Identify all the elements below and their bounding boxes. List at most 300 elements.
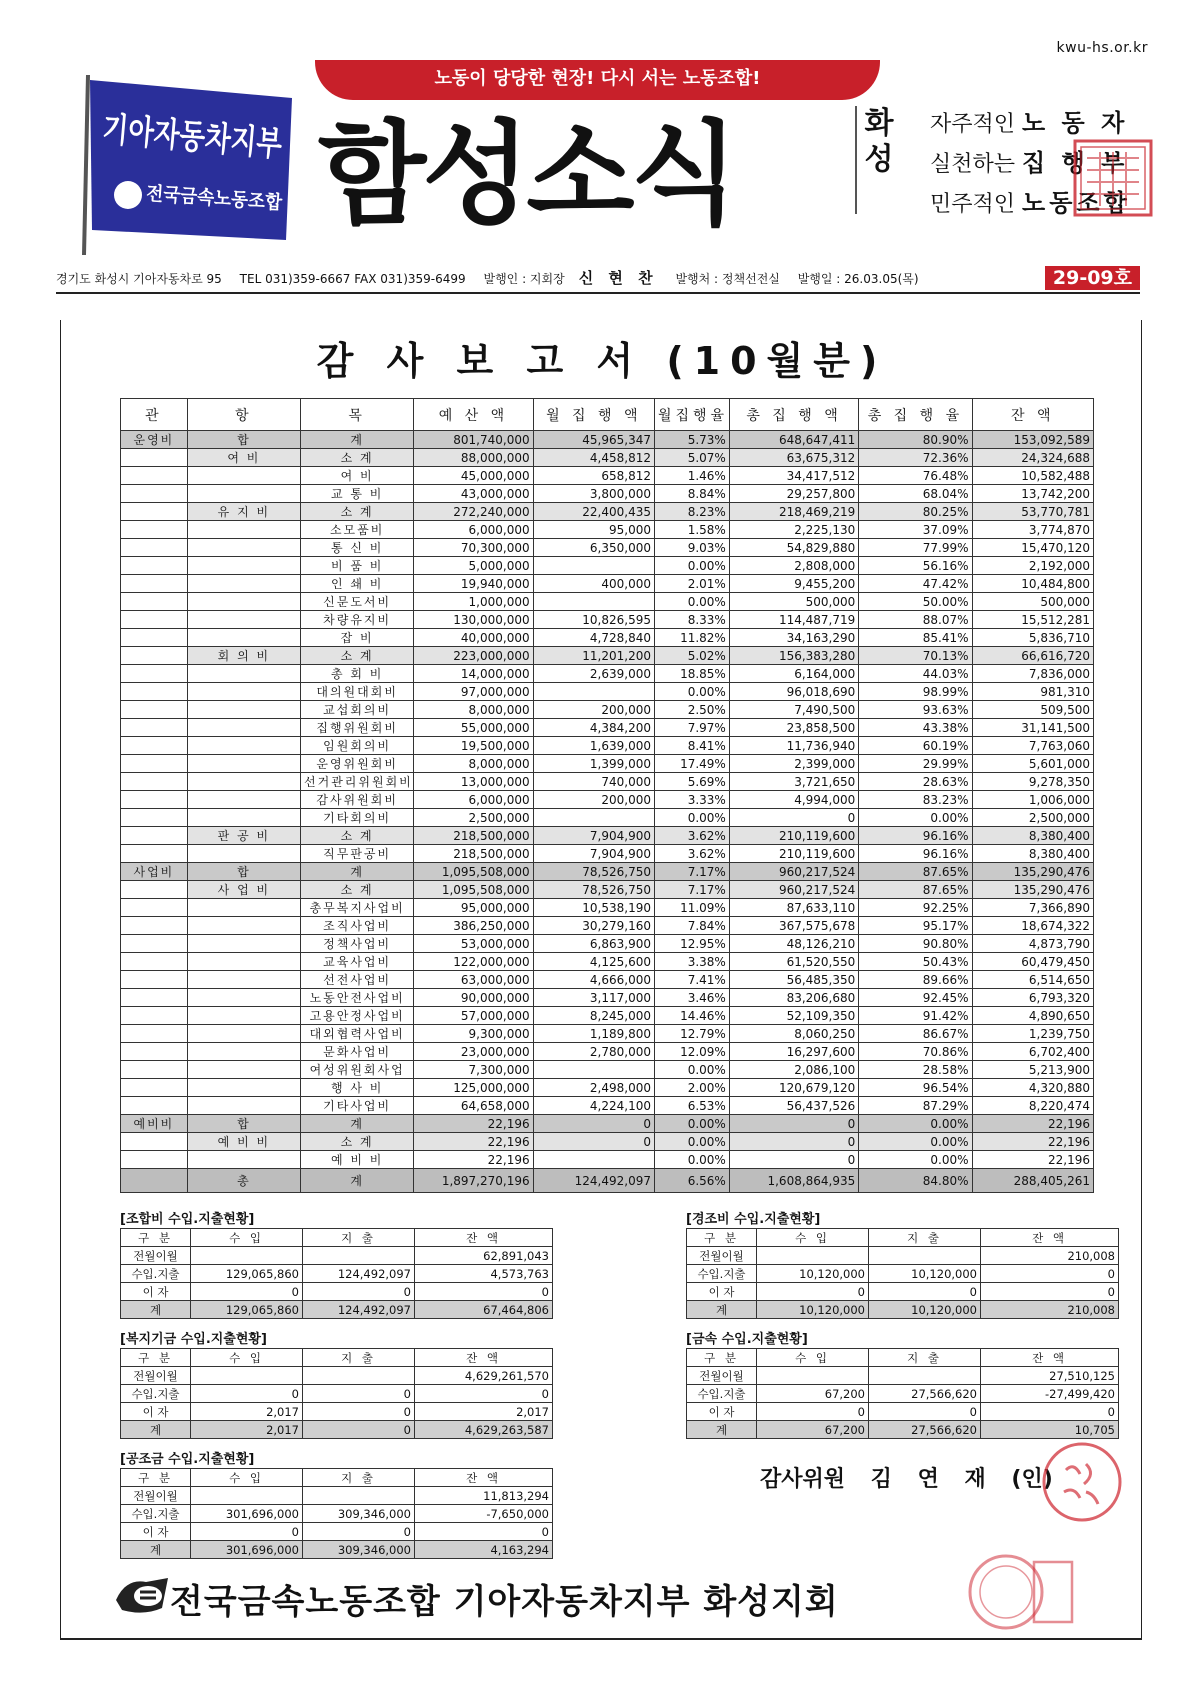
value-cell: 45,965,347 bbox=[533, 431, 654, 449]
value-cell: 11,201,200 bbox=[533, 647, 654, 665]
row-label-cell bbox=[121, 1133, 188, 1151]
row-label-cell bbox=[187, 845, 300, 863]
row-label-cell bbox=[187, 719, 300, 737]
row-label-cell bbox=[187, 701, 300, 719]
row-label-cell: 계 bbox=[301, 431, 414, 449]
row-label-cell: 기타회의비 bbox=[301, 809, 414, 827]
row-label-cell: 소 계 bbox=[301, 881, 414, 899]
row-label-cell bbox=[121, 773, 188, 791]
value-cell: 14,000,000 bbox=[414, 665, 533, 683]
row-label-cell: 운영비 bbox=[121, 431, 188, 449]
value-cell: 93.63% bbox=[859, 701, 972, 719]
publisher-label: 발행인 : 지회장 bbox=[483, 272, 565, 286]
value-cell: 3,721,650 bbox=[729, 773, 858, 791]
value-cell: 1.46% bbox=[654, 467, 729, 485]
table-row bbox=[121, 1007, 1094, 1025]
subtable-label-cell: 수입.지출 bbox=[687, 1385, 757, 1403]
row-label-cell bbox=[121, 917, 188, 935]
value-cell: 30,279,160 bbox=[533, 917, 654, 935]
subtable bbox=[686, 1348, 1119, 1439]
motto-line: 실천하는 집 행 부 bbox=[930, 149, 1129, 177]
value-cell: 2,086,100 bbox=[729, 1061, 858, 1079]
value-cell: 87,633,110 bbox=[729, 899, 858, 917]
subtable-value-cell: 0 bbox=[981, 1265, 1119, 1283]
subtable-value-cell bbox=[303, 1367, 415, 1385]
value-cell: 63,000,000 bbox=[414, 971, 533, 989]
row-label-cell: 사 업 비 bbox=[187, 881, 300, 899]
subtable-value-cell: 2,017 bbox=[191, 1403, 303, 1421]
footer-org-name: 전국금속노동조합 기아자동차지부 화성지회 bbox=[170, 1582, 839, 1622]
value-cell: 0.00% bbox=[654, 809, 729, 827]
value-cell: 96.16% bbox=[859, 845, 972, 863]
row-label-cell: 합 bbox=[187, 863, 300, 881]
auditor-seal-icon bbox=[1040, 1440, 1124, 1524]
value-cell: 83.23% bbox=[859, 791, 972, 809]
table-row bbox=[121, 791, 1094, 809]
row-label-cell: 소 계 bbox=[301, 827, 414, 845]
value-cell: 28.63% bbox=[859, 773, 972, 791]
value-cell: 2,225,130 bbox=[729, 521, 858, 539]
row-label-cell bbox=[187, 1079, 300, 1097]
value-cell: 0 bbox=[729, 809, 858, 827]
row-label-cell bbox=[187, 629, 300, 647]
value-cell: 7.84% bbox=[654, 917, 729, 935]
subtable-value-cell: 67,200 bbox=[757, 1421, 869, 1439]
value-cell: 9,278,350 bbox=[972, 773, 1093, 791]
subtable-row bbox=[121, 1523, 553, 1541]
subtable-value-cell: 309,346,000 bbox=[303, 1541, 415, 1559]
value-cell: 4,890,650 bbox=[972, 1007, 1093, 1025]
row-label-cell bbox=[121, 557, 188, 575]
value-cell: 16,297,600 bbox=[729, 1043, 858, 1061]
value-cell: 2.50% bbox=[654, 701, 729, 719]
value-cell: 2,808,000 bbox=[729, 557, 858, 575]
value-cell: 9.03% bbox=[654, 539, 729, 557]
value-cell: 15,470,120 bbox=[972, 539, 1093, 557]
value-cell bbox=[533, 1151, 654, 1169]
value-cell: 6.56% bbox=[654, 1169, 729, 1193]
row-label-cell bbox=[187, 1151, 300, 1169]
value-cell: 12.95% bbox=[654, 935, 729, 953]
value-cell: 50.43% bbox=[859, 953, 972, 971]
row-label-cell bbox=[121, 701, 188, 719]
red-seal-stamp-icon bbox=[1072, 138, 1154, 218]
row-label-cell bbox=[121, 1097, 188, 1115]
value-cell: 1,239,750 bbox=[972, 1025, 1093, 1043]
subtable-col-header: 수 입 bbox=[191, 1349, 303, 1367]
report-title: 감 사 보 고 서 (10월분) bbox=[316, 339, 888, 383]
value-cell: 70.86% bbox=[859, 1043, 972, 1061]
subtable-value-cell: 0 bbox=[981, 1283, 1119, 1301]
row-label-cell: 계 bbox=[301, 863, 414, 881]
value-cell: 57,000,000 bbox=[414, 1007, 533, 1025]
value-cell: 98.99% bbox=[859, 683, 972, 701]
value-cell: 218,500,000 bbox=[414, 827, 533, 845]
value-cell: 29,257,800 bbox=[729, 485, 858, 503]
row-label-cell bbox=[121, 647, 188, 665]
value-cell: 7.17% bbox=[654, 863, 729, 881]
value-cell: 96.16% bbox=[859, 827, 972, 845]
subtable bbox=[686, 1228, 1119, 1319]
table-row bbox=[121, 503, 1094, 521]
value-cell: 7,763,060 bbox=[972, 737, 1093, 755]
row-label-cell bbox=[187, 953, 300, 971]
value-cell: 10,582,488 bbox=[972, 467, 1093, 485]
row-label-cell: 운영위원회비 bbox=[301, 755, 414, 773]
subtable-value-cell bbox=[303, 1487, 415, 1505]
subtable-row bbox=[121, 1487, 553, 1505]
row-label-cell: 비 품 비 bbox=[301, 557, 414, 575]
audit-table bbox=[120, 398, 1094, 1193]
subtable-value-cell: 0 bbox=[869, 1403, 981, 1421]
value-cell: 8,245,000 bbox=[533, 1007, 654, 1025]
subtable-label-cell: 계 bbox=[687, 1301, 757, 1319]
value-cell: 5,601,000 bbox=[972, 755, 1093, 773]
value-cell: 22,196 bbox=[972, 1151, 1093, 1169]
value-cell: 0.00% bbox=[654, 1133, 729, 1151]
table-header-row bbox=[121, 399, 1094, 431]
value-cell: 96,018,690 bbox=[729, 683, 858, 701]
subtable-value-cell: 10,120,000 bbox=[757, 1301, 869, 1319]
value-cell: 89.66% bbox=[859, 971, 972, 989]
subtable-title: [공조금 수입.지출현황] bbox=[120, 1452, 255, 1467]
side-label: 화 성 bbox=[855, 106, 895, 214]
value-cell: 120,679,120 bbox=[729, 1079, 858, 1097]
value-cell: 60.19% bbox=[859, 737, 972, 755]
value-cell: 210,119,600 bbox=[729, 845, 858, 863]
official-seal-stamp-icon bbox=[960, 1552, 1076, 1632]
value-cell: 44.03% bbox=[859, 665, 972, 683]
value-cell: 153,092,589 bbox=[972, 431, 1093, 449]
value-cell: 386,250,000 bbox=[414, 917, 533, 935]
row-label-cell: 합 bbox=[187, 431, 300, 449]
row-label-cell: 집행위원회비 bbox=[301, 719, 414, 737]
subtable-value-cell: 0 bbox=[303, 1403, 415, 1421]
value-cell bbox=[533, 1061, 654, 1079]
table-row bbox=[121, 701, 1094, 719]
row-label-cell bbox=[121, 845, 188, 863]
row-label-cell: 사업비 bbox=[121, 863, 188, 881]
subtable-value-cell: 210,008 bbox=[981, 1301, 1119, 1319]
value-cell: 801,740,000 bbox=[414, 431, 533, 449]
row-label-cell: 유 지 비 bbox=[187, 503, 300, 521]
value-cell: 28.58% bbox=[859, 1061, 972, 1079]
subtable-value-cell: 62,891,043 bbox=[415, 1247, 553, 1265]
subtable-col-header: 지 출 bbox=[303, 1469, 415, 1487]
subtable-row bbox=[121, 1247, 553, 1265]
value-cell: 3.38% bbox=[654, 953, 729, 971]
row-label-cell bbox=[187, 971, 300, 989]
value-cell: 8.84% bbox=[654, 485, 729, 503]
value-cell: 1,095,508,000 bbox=[414, 881, 533, 899]
auditor-signature: 감사위원 김 연 재 (인) bbox=[760, 1467, 1053, 1492]
subtable-value-cell: 10,120,000 bbox=[869, 1265, 981, 1283]
row-label-cell bbox=[121, 935, 188, 953]
value-cell: 4,320,880 bbox=[972, 1079, 1093, 1097]
row-label-cell bbox=[121, 485, 188, 503]
value-cell: 6,514,650 bbox=[972, 971, 1093, 989]
subtable-value-cell: 129,065,860 bbox=[191, 1265, 303, 1283]
value-cell: 3,117,000 bbox=[533, 989, 654, 1007]
value-cell: 22,196 bbox=[414, 1151, 533, 1169]
subtable-value-cell: 0 bbox=[303, 1523, 415, 1541]
table-row bbox=[121, 755, 1094, 773]
value-cell bbox=[533, 809, 654, 827]
subtable-value-cell: 10,705 bbox=[981, 1421, 1119, 1439]
value-cell: 61,520,550 bbox=[729, 953, 858, 971]
flag-text-2: 전국금속노동조합 bbox=[145, 182, 294, 215]
value-cell: 31,141,500 bbox=[972, 719, 1093, 737]
table-row bbox=[121, 521, 1094, 539]
value-cell: 3,800,000 bbox=[533, 485, 654, 503]
subtable-col-header: 잔 액 bbox=[981, 1229, 1119, 1247]
table-row bbox=[121, 1043, 1094, 1061]
subtable-col-header: 구 분 bbox=[687, 1349, 757, 1367]
row-label-cell: 대외협력사업비 bbox=[301, 1025, 414, 1043]
row-label-cell bbox=[121, 611, 188, 629]
value-cell: 90.80% bbox=[859, 935, 972, 953]
subtable-header-row bbox=[121, 1349, 553, 1367]
row-label-cell bbox=[187, 1025, 300, 1043]
value-cell: 8.33% bbox=[654, 611, 729, 629]
value-cell: 658,812 bbox=[533, 467, 654, 485]
value-cell: 8,000,000 bbox=[414, 701, 533, 719]
value-cell: 223,000,000 bbox=[414, 647, 533, 665]
subtable-value-cell: 0 bbox=[303, 1421, 415, 1439]
table-row bbox=[121, 773, 1094, 791]
row-label-cell: 차량유지비 bbox=[301, 611, 414, 629]
value-cell: 8,000,000 bbox=[414, 755, 533, 773]
value-cell: 14.46% bbox=[654, 1007, 729, 1025]
subtable-value-cell bbox=[191, 1367, 303, 1385]
subtable-value-cell: 309,346,000 bbox=[303, 1505, 415, 1523]
union-logo-icon bbox=[112, 1572, 172, 1618]
value-cell: 400,000 bbox=[533, 575, 654, 593]
value-cell: 8,220,474 bbox=[972, 1097, 1093, 1115]
publication-info-bar bbox=[56, 266, 1140, 294]
value-cell: 34,417,512 bbox=[729, 467, 858, 485]
subtable-row bbox=[121, 1505, 553, 1523]
subtable-value-cell: 4,163,294 bbox=[415, 1541, 553, 1559]
subtable-col-header: 구 분 bbox=[121, 1349, 191, 1367]
value-cell: 960,217,524 bbox=[729, 881, 858, 899]
value-cell: 8,060,250 bbox=[729, 1025, 858, 1043]
table-row bbox=[121, 827, 1094, 845]
table-row bbox=[121, 1133, 1094, 1151]
row-label-cell: 소 계 bbox=[301, 449, 414, 467]
row-label-cell: 예비비 bbox=[121, 1115, 188, 1133]
value-cell: 6,702,400 bbox=[972, 1043, 1093, 1061]
row-label-cell bbox=[187, 989, 300, 1007]
value-cell: 13,742,200 bbox=[972, 485, 1093, 503]
row-label-cell: 기타사업비 bbox=[301, 1097, 414, 1115]
row-label-cell bbox=[187, 1043, 300, 1061]
row-label-cell: 인 쇄 비 bbox=[301, 575, 414, 593]
value-cell: 981,310 bbox=[972, 683, 1093, 701]
row-label-cell bbox=[187, 773, 300, 791]
value-cell: 2,399,000 bbox=[729, 755, 858, 773]
value-cell: 56,485,350 bbox=[729, 971, 858, 989]
subtable-value-cell: 124,492,097 bbox=[303, 1265, 415, 1283]
value-cell: 60,479,450 bbox=[972, 953, 1093, 971]
phone-fax: TEL 031)359-6667 FAX 031)359-6499 bbox=[239, 272, 466, 286]
table-row bbox=[121, 431, 1094, 449]
subtable-col-header: 구 분 bbox=[121, 1469, 191, 1487]
value-cell: 92.45% bbox=[859, 989, 972, 1007]
value-cell: 23,000,000 bbox=[414, 1043, 533, 1061]
table-row bbox=[121, 809, 1094, 827]
row-label-cell bbox=[187, 557, 300, 575]
row-label-cell bbox=[187, 521, 300, 539]
row-label-cell: 고용안정사업비 bbox=[301, 1007, 414, 1025]
value-cell: 0.00% bbox=[654, 1151, 729, 1169]
table-row bbox=[121, 737, 1094, 755]
subtable-row bbox=[687, 1385, 1119, 1403]
subtable-value-cell bbox=[869, 1367, 981, 1385]
value-cell: 7,904,900 bbox=[533, 845, 654, 863]
value-cell: 2,639,000 bbox=[533, 665, 654, 683]
row-label-cell bbox=[121, 467, 188, 485]
row-label-cell: 신문도서비 bbox=[301, 593, 414, 611]
value-cell: 0.00% bbox=[654, 593, 729, 611]
motto-line: 자주적인 노 동 자 bbox=[930, 109, 1129, 137]
row-label-cell bbox=[121, 1079, 188, 1097]
value-cell: 0.00% bbox=[859, 1115, 972, 1133]
row-label-cell bbox=[121, 737, 188, 755]
table-row bbox=[121, 881, 1094, 899]
subtable-label-cell: 계 bbox=[121, 1541, 191, 1559]
value-cell: 1.58% bbox=[654, 521, 729, 539]
row-label-cell bbox=[121, 1061, 188, 1079]
row-label-cell: 총무복지사업비 bbox=[301, 899, 414, 917]
value-cell: 4,458,812 bbox=[533, 449, 654, 467]
value-cell: 1,189,800 bbox=[533, 1025, 654, 1043]
value-cell: 7,490,500 bbox=[729, 701, 858, 719]
row-label-cell: 임원회의비 bbox=[301, 737, 414, 755]
value-cell: 88,000,000 bbox=[414, 449, 533, 467]
subtable-value-cell: 124,492,097 bbox=[303, 1301, 415, 1319]
value-cell: 200,000 bbox=[533, 791, 654, 809]
table-row bbox=[121, 1079, 1094, 1097]
row-label-cell: 잡 비 bbox=[301, 629, 414, 647]
value-cell: 272,240,000 bbox=[414, 503, 533, 521]
subtable bbox=[120, 1228, 553, 1319]
subtable-value-cell: 10,120,000 bbox=[757, 1265, 869, 1283]
subtable-col-header: 지 출 bbox=[869, 1229, 981, 1247]
row-label-cell: 교육사업비 bbox=[301, 953, 414, 971]
subtable-col-header: 지 출 bbox=[303, 1229, 415, 1247]
row-label-cell bbox=[121, 881, 188, 899]
subtable-label-cell: 수입.지출 bbox=[121, 1385, 191, 1403]
row-label-cell: 문화사업비 bbox=[301, 1043, 414, 1061]
value-cell: 22,196 bbox=[972, 1133, 1093, 1151]
value-cell: 5,836,710 bbox=[972, 629, 1093, 647]
subtable-value-cell: 210,008 bbox=[981, 1247, 1119, 1265]
row-label-cell: 판 공 비 bbox=[187, 827, 300, 845]
value-cell: 3.46% bbox=[654, 989, 729, 1007]
subtable-value-cell: 301,696,000 bbox=[191, 1541, 303, 1559]
value-cell: 0 bbox=[729, 1115, 858, 1133]
value-cell: 5.07% bbox=[654, 449, 729, 467]
value-cell: 10,484,800 bbox=[972, 575, 1093, 593]
subtable-row bbox=[121, 1301, 553, 1319]
subtable-value-cell bbox=[869, 1247, 981, 1265]
value-cell: 87.29% bbox=[859, 1097, 972, 1115]
value-cell: 90,000,000 bbox=[414, 989, 533, 1007]
value-cell: 86.67% bbox=[859, 1025, 972, 1043]
subtable-label-cell: 이 자 bbox=[687, 1283, 757, 1301]
subtable-value-cell bbox=[757, 1367, 869, 1385]
subtable-row bbox=[687, 1421, 1119, 1439]
row-label-cell bbox=[121, 971, 188, 989]
value-cell: 22,196 bbox=[972, 1115, 1093, 1133]
subtable-row bbox=[121, 1541, 553, 1559]
subtable-col-header: 수 입 bbox=[191, 1229, 303, 1247]
row-label-cell bbox=[121, 521, 188, 539]
subtable-value-cell bbox=[757, 1247, 869, 1265]
table-row bbox=[121, 971, 1094, 989]
value-cell: 87.65% bbox=[859, 881, 972, 899]
value-cell: 10,538,190 bbox=[533, 899, 654, 917]
value-cell: 11.09% bbox=[654, 899, 729, 917]
subtable-row bbox=[687, 1283, 1119, 1301]
value-cell: 54,829,880 bbox=[729, 539, 858, 557]
value-cell: 4,125,600 bbox=[533, 953, 654, 971]
value-cell: 12.09% bbox=[654, 1043, 729, 1061]
row-label-cell: 예 비 비 bbox=[301, 1151, 414, 1169]
row-label-cell bbox=[121, 953, 188, 971]
row-label-cell: 소모품비 bbox=[301, 521, 414, 539]
row-label-cell bbox=[187, 1097, 300, 1115]
table-row bbox=[121, 1097, 1094, 1115]
value-cell: 4,994,000 bbox=[729, 791, 858, 809]
subtable-value-cell: 0 bbox=[191, 1523, 303, 1541]
value-cell: 64,658,000 bbox=[414, 1097, 533, 1115]
value-cell: 24,324,688 bbox=[972, 449, 1093, 467]
site-url[interactable]: kwu-hs.or.kr bbox=[1056, 40, 1148, 56]
subtable-label-cell: 이 자 bbox=[121, 1523, 191, 1541]
value-cell: 7.41% bbox=[654, 971, 729, 989]
value-cell: 9,300,000 bbox=[414, 1025, 533, 1043]
row-label-cell bbox=[121, 1043, 188, 1061]
value-cell: 18.85% bbox=[654, 665, 729, 683]
subtable-value-cell bbox=[191, 1487, 303, 1505]
value-cell: 0.00% bbox=[654, 683, 729, 701]
value-cell: 3,774,870 bbox=[972, 521, 1093, 539]
value-cell: 37.09% bbox=[859, 521, 972, 539]
subtable-header-row bbox=[687, 1349, 1119, 1367]
subtable-row bbox=[687, 1265, 1119, 1283]
col-header: 총 집 행 액 bbox=[729, 399, 858, 431]
row-label-cell: 정책사업비 bbox=[301, 935, 414, 953]
value-cell: 9,455,200 bbox=[729, 575, 858, 593]
subtable-row bbox=[687, 1403, 1119, 1421]
subtable-value-cell: 10,120,000 bbox=[869, 1301, 981, 1319]
value-cell: 0.00% bbox=[654, 557, 729, 575]
subtable-value-cell: 27,510,125 bbox=[981, 1367, 1119, 1385]
row-label-cell bbox=[121, 1025, 188, 1043]
row-label-cell bbox=[121, 989, 188, 1007]
value-cell bbox=[533, 683, 654, 701]
row-label-cell bbox=[187, 593, 300, 611]
subtable-col-header: 잔 액 bbox=[415, 1349, 553, 1367]
subtable-label-cell: 전월이월 bbox=[121, 1487, 191, 1505]
address: 경기도 화성시 기아자동차로 95 bbox=[56, 272, 222, 286]
row-label-cell bbox=[121, 503, 188, 521]
row-label-cell: 계 bbox=[301, 1169, 414, 1193]
row-label-cell bbox=[121, 1007, 188, 1025]
value-cell: 95,000 bbox=[533, 521, 654, 539]
